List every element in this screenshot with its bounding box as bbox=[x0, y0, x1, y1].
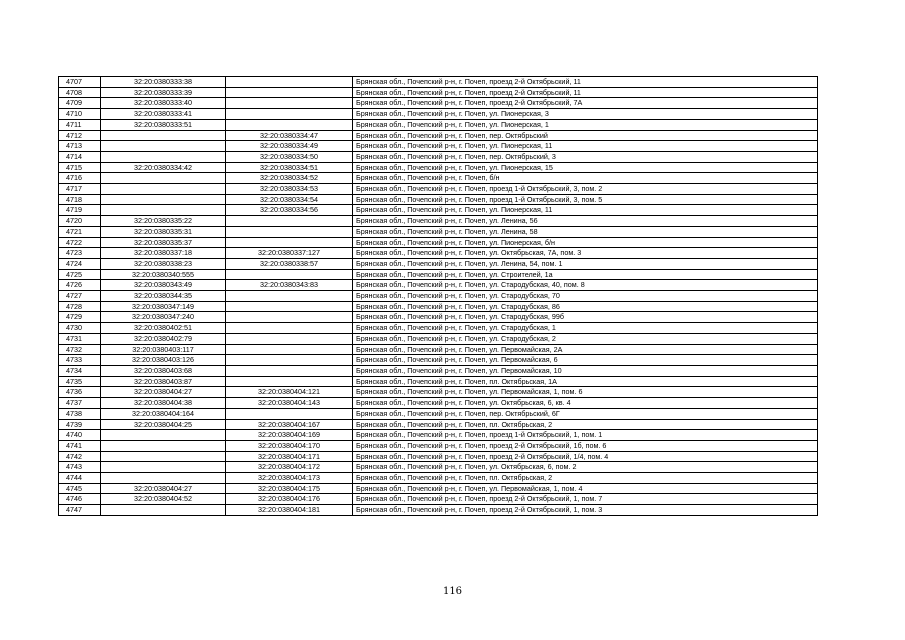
row-number-cell: 4739 bbox=[59, 419, 101, 430]
cadastral-number-cell bbox=[101, 194, 226, 205]
cadastral-object-cell: 32:20:0380404:170 bbox=[226, 440, 353, 451]
table-row bbox=[59, 333, 818, 344]
cadastral-number-cell: 32:20:0380403:68 bbox=[101, 365, 226, 376]
cadastral-number-cell bbox=[101, 505, 226, 516]
cadastral-object-cell bbox=[226, 333, 353, 344]
cadastral-number-cell: 32:20:0380402:79 bbox=[101, 333, 226, 344]
row-number-cell: 4729 bbox=[59, 312, 101, 323]
cadastral-number-cell bbox=[101, 440, 226, 451]
table-row bbox=[59, 205, 818, 216]
cadastral-number-cell bbox=[101, 473, 226, 484]
address-cell: Брянская обл., Почепский р-н, г. Почеп, ул. Первомайская, 10 bbox=[353, 365, 818, 376]
address-cell: Брянская обл., Почепский р-н, г. Почеп, проезд 1-й Октябрьский, 3, пом. 2 bbox=[353, 184, 818, 195]
address-cell: Брянская обл., Почепский р-н, г. Почеп, проезд 1-й Октябрьский, 3, пом. 5 bbox=[353, 194, 818, 205]
row-number-cell: 4709 bbox=[59, 98, 101, 109]
table-row bbox=[59, 226, 818, 237]
cadastral-object-cell bbox=[226, 226, 353, 237]
table-row bbox=[59, 483, 818, 494]
cadastral-object-cell: 32:20:0380334:51 bbox=[226, 162, 353, 173]
address-cell: Брянская обл., Почепский р-н, г. Почеп, проезд 2-й Октябрьский, 1/4, пом. 4 bbox=[353, 451, 818, 462]
address-cell: Брянская обл., Почепский р-н, г. Почеп, ул. Октябрьская, 6, пом. 2 bbox=[353, 462, 818, 473]
cadastral-number-cell: 32:20:0380404:52 bbox=[101, 494, 226, 505]
table-row bbox=[59, 344, 818, 355]
cadastral-object-cell bbox=[226, 98, 353, 109]
table-row bbox=[59, 451, 818, 462]
table-body bbox=[59, 77, 818, 516]
cadastral-object-cell: 32:20:0380404:167 bbox=[226, 419, 353, 430]
cadastral-object-cell bbox=[226, 355, 353, 366]
cadastral-object-cell: 32:20:0380334:54 bbox=[226, 194, 353, 205]
cadastral-number-cell bbox=[101, 462, 226, 473]
table-row bbox=[59, 301, 818, 312]
address-cell: Брянская обл., Почепский р-н, г. Почеп, пер. Октябрьский, 6Г bbox=[353, 408, 818, 419]
address-cell: Брянская обл., Почепский р-н, г. Почеп, проезд 1-й Октябрьский, 1, пом. 1 bbox=[353, 430, 818, 441]
address-cell: Брянская обл., Почепский р-н, г. Почеп, б/н bbox=[353, 173, 818, 184]
table-row bbox=[59, 258, 818, 269]
table-row bbox=[59, 365, 818, 376]
address-cell: Брянская обл., Почепский р-н, г. Почеп, ул. Стародубская, 70 bbox=[353, 291, 818, 302]
row-number-cell: 4740 bbox=[59, 430, 101, 441]
row-number-cell: 4725 bbox=[59, 269, 101, 280]
row-number-cell: 4720 bbox=[59, 216, 101, 227]
row-number-cell: 4711 bbox=[59, 119, 101, 130]
table-row bbox=[59, 387, 818, 398]
cadastral-number-cell: 32:20:0380347:149 bbox=[101, 301, 226, 312]
address-cell: Брянская обл., Почепский р-н, г. Почеп, ул. Пионерская, 1 bbox=[353, 119, 818, 130]
row-number-cell: 4723 bbox=[59, 248, 101, 259]
address-cell: Брянская обл., Почепский р-н, г. Почеп, ул. Первомайская, 1, пом. 4 bbox=[353, 483, 818, 494]
cadastral-number-cell bbox=[101, 173, 226, 184]
cadastral-object-cell bbox=[226, 365, 353, 376]
address-cell: Брянская обл., Почепский р-н, г. Почеп, ул. Пионерская, 11 bbox=[353, 205, 818, 216]
row-number-cell: 4745 bbox=[59, 483, 101, 494]
cadastral-object-cell bbox=[226, 323, 353, 334]
row-number-cell: 4746 bbox=[59, 494, 101, 505]
cadastral-object-cell: 32:20:0380404:171 bbox=[226, 451, 353, 462]
row-number-cell: 4735 bbox=[59, 376, 101, 387]
cadastral-number-cell bbox=[101, 451, 226, 462]
row-number-cell: 4727 bbox=[59, 291, 101, 302]
cadastral-object-cell: 32:20:0380404:176 bbox=[226, 494, 353, 505]
address-cell: Брянская обл., Почепский р-н, г. Почеп, ул. Ленина, 56 bbox=[353, 216, 818, 227]
row-number-cell: 4733 bbox=[59, 355, 101, 366]
address-cell: Брянская обл., Почепский р-н, г. Почеп, ул. Стародубская, 40, пом. 8 bbox=[353, 280, 818, 291]
table-row bbox=[59, 151, 818, 162]
row-number-cell: 4718 bbox=[59, 194, 101, 205]
table-row bbox=[59, 462, 818, 473]
address-cell: Брянская обл., Почепский р-н, г. Почеп, ул. Пионерская, 15 bbox=[353, 162, 818, 173]
cadastral-object-cell: 32:20:0380404:181 bbox=[226, 505, 353, 516]
cadastral-number-cell: 32:20:0380404:25 bbox=[101, 419, 226, 430]
row-number-cell: 4732 bbox=[59, 344, 101, 355]
address-cell: Брянская обл., Почепский р-н, г. Почеп, ул. Пионерская, 11 bbox=[353, 141, 818, 152]
row-number-cell: 4716 bbox=[59, 173, 101, 184]
row-number-cell: 4734 bbox=[59, 365, 101, 376]
address-cell: Брянская обл., Почепский р-н, г. Почеп, проезд 2-й Октябрьский, 7А bbox=[353, 98, 818, 109]
cadastral-object-cell: 32:20:0380337:127 bbox=[226, 248, 353, 259]
address-cell: Брянская обл., Почепский р-н, г. Почеп, ул. Ленина, 58 bbox=[353, 226, 818, 237]
cadastral-number-cell: 32:20:0380404:164 bbox=[101, 408, 226, 419]
cadastral-number-cell bbox=[101, 430, 226, 441]
table-row bbox=[59, 291, 818, 302]
cadastral-object-cell: 32:20:0380343:83 bbox=[226, 280, 353, 291]
table-row bbox=[59, 398, 818, 409]
address-cell: Брянская обл., Почепский р-н, г. Почеп, ул. Первомайская, 6 bbox=[353, 355, 818, 366]
row-number-cell: 4707 bbox=[59, 77, 101, 88]
cadastral-object-cell bbox=[226, 119, 353, 130]
cadastral-object-cell: 32:20:0380334:52 bbox=[226, 173, 353, 184]
table-row bbox=[59, 280, 818, 291]
address-cell: Брянская обл., Почепский р-н, г. Почеп, пл. Октябрьская, 1А bbox=[353, 376, 818, 387]
cadastral-object-cell: 32:20:0380334:49 bbox=[226, 141, 353, 152]
cadastral-object-cell: 32:20:0380334:47 bbox=[226, 130, 353, 141]
cadastral-number-cell: 32:20:0380335:37 bbox=[101, 237, 226, 248]
cadastral-number-cell: 32:20:0380347:240 bbox=[101, 312, 226, 323]
address-cell: Брянская обл., Почепский р-н, г. Почеп, ул. Строителей, 1а bbox=[353, 269, 818, 280]
cadastral-object-cell bbox=[226, 344, 353, 355]
table-row bbox=[59, 323, 818, 334]
table-row bbox=[59, 355, 818, 366]
address-cell: Брянская обл., Почепский р-н, г. Почеп, ул. Стародубская, 86 bbox=[353, 301, 818, 312]
address-cell: Брянская обл., Почепский р-н, г. Почеп, ул. Стародубская, 99б bbox=[353, 312, 818, 323]
row-number-cell: 4717 bbox=[59, 184, 101, 195]
table-row bbox=[59, 109, 818, 120]
cadastral-number-cell bbox=[101, 141, 226, 152]
address-cell: Брянская обл., Почепский р-н, г. Почеп, пер. Октябрьский, 3 bbox=[353, 151, 818, 162]
address-cell: Брянская обл., Почепский р-н, г. Почеп, ул. Стародубская, 2 bbox=[353, 333, 818, 344]
row-number-cell: 4747 bbox=[59, 505, 101, 516]
table-row bbox=[59, 505, 818, 516]
row-number-cell: 4737 bbox=[59, 398, 101, 409]
cadastral-number-cell: 32:20:0380333:40 bbox=[101, 98, 226, 109]
cadastral-number-cell: 32:20:0380403:117 bbox=[101, 344, 226, 355]
cadastral-object-cell: 32:20:0380404:169 bbox=[226, 430, 353, 441]
cadastral-object-cell bbox=[226, 109, 353, 120]
address-cell: Брянская обл., Почепский р-н, г. Почеп, ул. Пионерская, б/н bbox=[353, 237, 818, 248]
cadastral-number-cell: 32:20:0380334:42 bbox=[101, 162, 226, 173]
address-cell: Брянская обл., Почепский р-н, г. Почеп, пл. Октябрьская, 2 bbox=[353, 419, 818, 430]
cadastral-object-cell bbox=[226, 87, 353, 98]
address-cell: Брянская обл., Почепский р-н, г. Почеп, ул. Октябрьская, 6, кв. 4 bbox=[353, 398, 818, 409]
row-number-cell: 4724 bbox=[59, 258, 101, 269]
address-cell: Брянская обл., Почепский р-н, г. Почеп, ул. Пионерская, 3 bbox=[353, 109, 818, 120]
table-row bbox=[59, 98, 818, 109]
cadastral-object-cell: 32:20:0380404:173 bbox=[226, 473, 353, 484]
table-row bbox=[59, 248, 818, 259]
cadastral-object-cell: 32:20:0380404:143 bbox=[226, 398, 353, 409]
table-row bbox=[59, 141, 818, 152]
row-number-cell: 4715 bbox=[59, 162, 101, 173]
row-number-cell: 4719 bbox=[59, 205, 101, 216]
row-number-cell: 4738 bbox=[59, 408, 101, 419]
table-row bbox=[59, 408, 818, 419]
cadastral-object-cell: 32:20:0380404:121 bbox=[226, 387, 353, 398]
row-number-cell: 4728 bbox=[59, 301, 101, 312]
cadastral-number-cell: 32:20:0380402:51 bbox=[101, 323, 226, 334]
table-row bbox=[59, 194, 818, 205]
table-row bbox=[59, 237, 818, 248]
cadastral-object-cell bbox=[226, 237, 353, 248]
table-row bbox=[59, 87, 818, 98]
address-cell: Брянская обл., Почепский р-н, г. Почеп, проезд 2-й Октябрьский, 1б, пом. 6 bbox=[353, 440, 818, 451]
cadastral-number-cell: 32:20:0380333:38 bbox=[101, 77, 226, 88]
address-cell: Брянская обл., Почепский р-н, г. Почеп, ул. Первомайская, 1, пом. 6 bbox=[353, 387, 818, 398]
address-cell: Брянская обл., Почепский р-н, г. Почеп, пер. Октябрьский bbox=[353, 130, 818, 141]
address-cell: Брянская обл., Почепский р-н, г. Почеп, проезд 2-й Октябрьский, 1, пом. 3 bbox=[353, 505, 818, 516]
table-row bbox=[59, 184, 818, 195]
cadastral-object-cell: 32:20:0380338:57 bbox=[226, 258, 353, 269]
cadastral-object-cell: 32:20:0380334:50 bbox=[226, 151, 353, 162]
cadastral-number-cell: 32:20:0380343:49 bbox=[101, 280, 226, 291]
cadastral-object-cell bbox=[226, 312, 353, 323]
cadastral-number-cell: 32:20:0380404:38 bbox=[101, 398, 226, 409]
cadastral-object-cell bbox=[226, 376, 353, 387]
row-number-cell: 4726 bbox=[59, 280, 101, 291]
row-number-cell: 4721 bbox=[59, 226, 101, 237]
row-number-cell: 4708 bbox=[59, 87, 101, 98]
cadastral-object-cell: 32:20:0380334:56 bbox=[226, 205, 353, 216]
table-row bbox=[59, 473, 818, 484]
cadastral-number-cell: 32:20:0380335:22 bbox=[101, 216, 226, 227]
page-number: 116 bbox=[442, 586, 463, 597]
cadastral-number-cell: 32:20:0380403:87 bbox=[101, 376, 226, 387]
cadastral-number-cell: 32:20:0380335:31 bbox=[101, 226, 226, 237]
address-cell: Брянская обл., Почепский р-н, г. Почеп, пл. Октябрьская, 2 bbox=[353, 473, 818, 484]
row-number-cell: 4743 bbox=[59, 462, 101, 473]
cadastral-number-cell: 32:20:0380337:18 bbox=[101, 248, 226, 259]
cadastral-object-cell bbox=[226, 269, 353, 280]
cadastral-number-cell: 32:20:0380333:51 bbox=[101, 119, 226, 130]
row-number-cell: 4731 bbox=[59, 333, 101, 344]
cadastral-number-cell bbox=[101, 184, 226, 195]
cadastral-number-cell bbox=[101, 151, 226, 162]
cadastral-number-cell: 32:20:0380403:126 bbox=[101, 355, 226, 366]
cadastral-number-cell: 32:20:0380344:35 bbox=[101, 291, 226, 302]
table-row bbox=[59, 77, 818, 88]
cadastral-object-cell: 32:20:0380334:53 bbox=[226, 184, 353, 195]
row-number-cell: 4744 bbox=[59, 473, 101, 484]
table-row bbox=[59, 376, 818, 387]
table-row bbox=[59, 119, 818, 130]
table-row bbox=[59, 312, 818, 323]
cadastral-object-cell bbox=[226, 216, 353, 227]
cadastral-number-cell: 32:20:0380404:27 bbox=[101, 483, 226, 494]
table-row bbox=[59, 430, 818, 441]
cadastral-number-cell bbox=[101, 205, 226, 216]
table-row bbox=[59, 216, 818, 227]
cadastral-number-cell: 32:20:0380340:555 bbox=[101, 269, 226, 280]
row-number-cell: 4712 bbox=[59, 130, 101, 141]
row-number-cell: 4742 bbox=[59, 451, 101, 462]
table-row bbox=[59, 440, 818, 451]
cadastral-number-cell: 32:20:0380338:23 bbox=[101, 258, 226, 269]
table-row bbox=[59, 130, 818, 141]
cadastral-number-cell: 32:20:0380333:41 bbox=[101, 109, 226, 120]
table-row bbox=[59, 173, 818, 184]
address-cell: Брянская обл., Почепский р-н, г. Почеп, ул. Первомайская, 2А bbox=[353, 344, 818, 355]
address-cell: Брянская обл., Почепский р-н, г. Почеп, проезд 2-й Октябрьский, 11 bbox=[353, 77, 818, 88]
cadastral-number-cell bbox=[101, 130, 226, 141]
address-cell: Брянская обл., Почепский р-н, г. Почеп, ул. Стародубская, 1 bbox=[353, 323, 818, 334]
row-number-cell: 4710 bbox=[59, 109, 101, 120]
table-row bbox=[59, 269, 818, 280]
row-number-cell: 4714 bbox=[59, 151, 101, 162]
table-row bbox=[59, 162, 818, 173]
row-number-cell: 4722 bbox=[59, 237, 101, 248]
address-cell: Брянская обл., Почепский р-н, г. Почеп, проезд 2-й Октябрьский, 1, пом. 7 bbox=[353, 494, 818, 505]
address-cell: Брянская обл., Почепский р-н, г. Почеп, ул. Ленина, 54, пом. 1 bbox=[353, 258, 818, 269]
cadastral-object-cell bbox=[226, 408, 353, 419]
address-cell: Брянская обл., Почепский р-н, г. Почеп, проезд 2-й Октябрьский, 11 bbox=[353, 87, 818, 98]
property-table bbox=[58, 76, 818, 516]
cadastral-object-cell bbox=[226, 291, 353, 302]
cadastral-object-cell bbox=[226, 301, 353, 312]
row-number-cell: 4736 bbox=[59, 387, 101, 398]
cadastral-object-cell: 32:20:0380404:175 bbox=[226, 483, 353, 494]
row-number-cell: 4741 bbox=[59, 440, 101, 451]
cadastral-number-cell: 32:20:0380404:27 bbox=[101, 387, 226, 398]
row-number-cell: 4730 bbox=[59, 323, 101, 334]
cadastral-object-cell: 32:20:0380404:172 bbox=[226, 462, 353, 473]
cadastral-number-cell: 32:20:0380333:39 bbox=[101, 87, 226, 98]
address-cell: Брянская обл., Почепский р-н, г. Почеп, ул. Октябрьская, 7А, пом. 3 bbox=[353, 248, 818, 259]
table-row bbox=[59, 494, 818, 505]
table-row bbox=[59, 419, 818, 430]
row-number-cell: 4713 bbox=[59, 141, 101, 152]
cadastral-object-cell bbox=[226, 77, 353, 88]
